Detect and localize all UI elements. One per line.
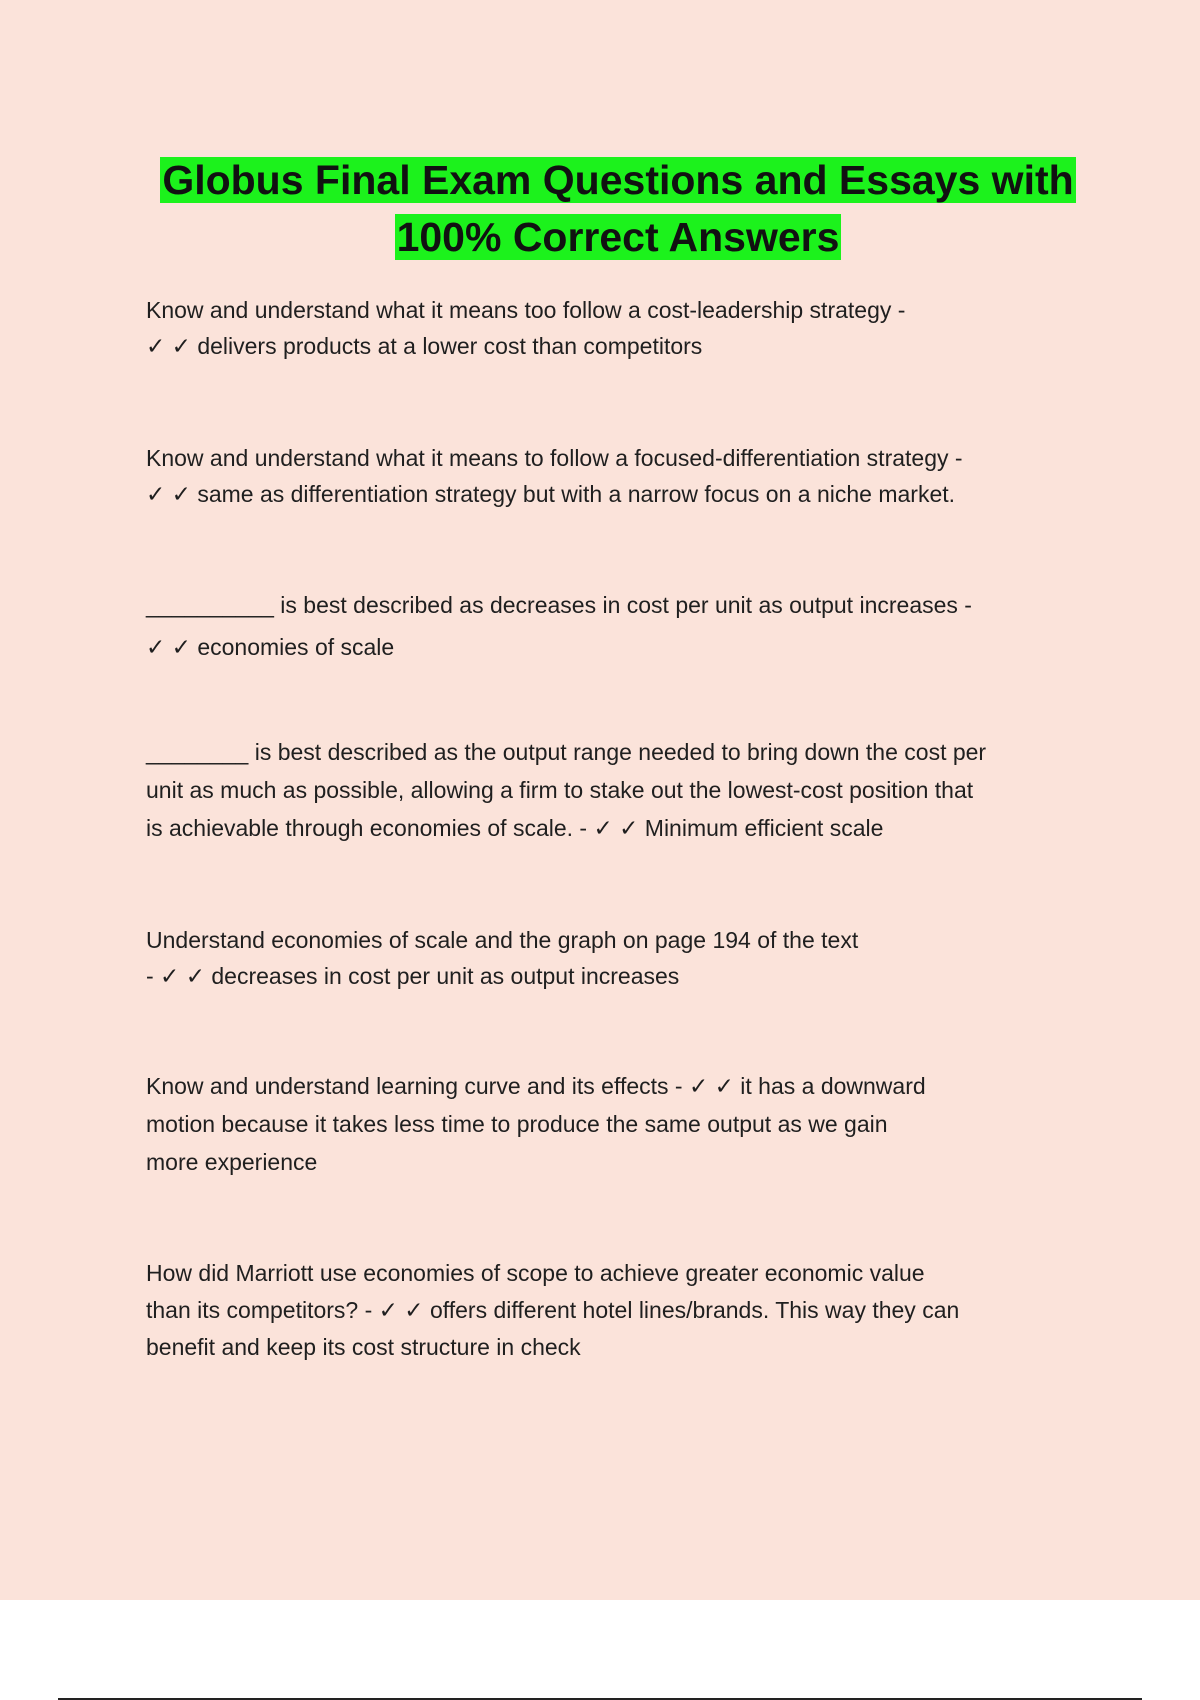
- qa-line: unit as much as possible, allowing a firm to stake out the lowest-cost position that: [146, 777, 974, 803]
- qa-item: [146, 440, 1096, 512]
- qa-line: than its competitors? - ✓ ✓ offers different hotel lines/brands. This way they can: [146, 1297, 960, 1323]
- qa-line: ✓ ✓ economies of scale: [146, 634, 395, 660]
- qa-line: is achievable through economies of scale. - ✓ ✓ Minimum efficient scale: [146, 815, 884, 841]
- qa-line: How did Marriott use economies of scope to achieve greater economic value: [146, 1260, 925, 1286]
- qa-item: [146, 1255, 1096, 1366]
- qa-line: Know and understand what it means to follow a focused-differentiation strategy -: [146, 445, 963, 471]
- qa-item: [146, 584, 1096, 668]
- qa-line: Know and understand learning curve and its effects - ✓ ✓ it has a downward: [146, 1073, 926, 1099]
- qa-line: benefit and keep its cost structure in check: [146, 1334, 581, 1360]
- qa-line: Understand economies of scale and the graph on page 194 of the text: [146, 927, 859, 953]
- title-line-1: Globus Final Exam Questions and Essays with: [162, 157, 1074, 203]
- document-title: [0, 152, 1200, 266]
- qa-line: ✓ ✓ delivers products at a lower cost than competitors: [146, 333, 703, 359]
- qa-line: __________ is best described as decreases in cost per unit as output increases -: [146, 592, 972, 618]
- qa-line: ________ is best described as the output range needed to bring down the cost per: [146, 739, 987, 765]
- qa-item: [146, 733, 1096, 847]
- qa-line: - ✓ ✓ decreases in cost per unit as output increases: [146, 963, 680, 989]
- qa-item: [146, 292, 1096, 364]
- qa-item: [146, 922, 1096, 994]
- qa-line: ✓ ✓ same as differentiation strategy but with a narrow focus on a niche market.: [146, 481, 956, 507]
- qa-line: more experience: [146, 1149, 318, 1175]
- qa-line: motion because it takes less time to produce the same output as we gain: [146, 1111, 888, 1137]
- qa-line: Know and understand what it means too follow a cost-leadership strategy -: [146, 297, 906, 323]
- title-line-2: 100% Correct Answers: [396, 214, 840, 260]
- qa-item: [146, 1067, 1096, 1181]
